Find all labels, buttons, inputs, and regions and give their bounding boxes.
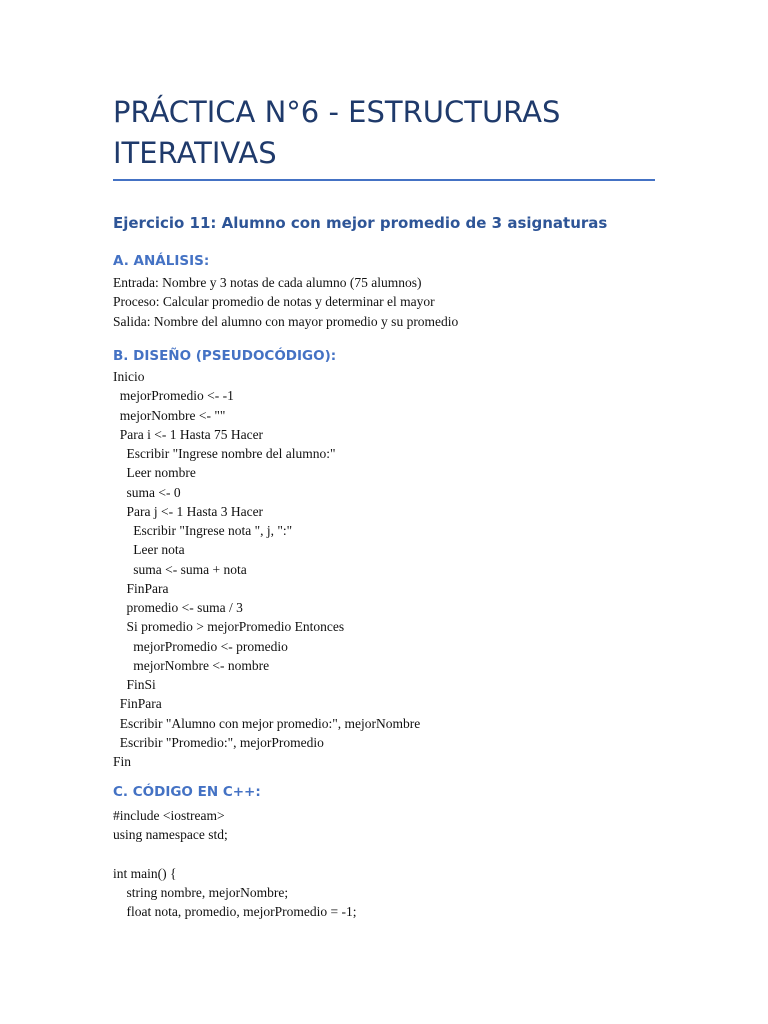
pseudocode-line: Escribir "Ingrese nombre del alumno:": [113, 446, 336, 461]
pseudocode-line: Si promedio > mejorPromedio Entonces: [113, 619, 345, 635]
analysis-heading: A. ANÁLISIS:: [113, 253, 210, 269]
code-line: #include <iostream>: [113, 808, 225, 823]
pseudocode-line: Escribir "Alumno con mejor promedio:", mejorNombre: [113, 715, 421, 731]
analysis-line: Entrada: Nombre y 3 notas de cada alumno (75 alumnos): [113, 275, 422, 290]
design-heading: B. DISEÑO (PSEUDOCÓDIGO):: [113, 348, 337, 364]
exercise-heading: Ejercicio 11: Alumno con mejor promedio de 3 asignaturas: [113, 214, 608, 232]
pseudocode-line: mejorPromedio <- promedio: [113, 638, 288, 654]
analysis-body: [113, 273, 458, 331]
code-line: string nombre, mejorNombre;: [113, 885, 289, 900]
analysis-line: Proceso: Calcular promedio de notas y determinar el mayor: [113, 294, 435, 310]
pseudocode-line: suma <- 0: [113, 484, 181, 500]
analysis-line: Salida: Nombre del alumno con mayor promedio y su promedio: [113, 313, 459, 329]
code-heading: C. CÓDIGO EN C++:: [113, 784, 261, 800]
code-line: using namespace std;: [113, 827, 228, 843]
pseudocode-line: Leer nombre: [113, 465, 196, 481]
pseudocode-line: mejorPromedio <- -1: [113, 388, 234, 404]
code-line: float nota, promedio, mejorPromedio = -1;: [113, 904, 357, 920]
pseudocode-line: Leer nota: [113, 542, 185, 558]
pseudocode-line: Escribir "Promedio:", mejorPromedio: [113, 734, 324, 750]
pseudocode-line: Fin: [113, 754, 132, 769]
pseudocode-line: Inicio: [113, 369, 145, 384]
pseudocode-line: FinPara: [113, 696, 162, 712]
pseudocode-line: mejorNombre <- nombre: [113, 657, 270, 673]
pseudocode-body: [113, 367, 420, 771]
title-underline: [113, 179, 655, 181]
pseudocode-line: Escribir "Ingrese nota ", j, ":": [113, 523, 293, 538]
pseudocode-line: FinPara: [113, 580, 169, 596]
pseudocode-line: Para i <- 1 Hasta 75 Hacer: [113, 426, 264, 442]
code-line: int main() {: [113, 865, 177, 881]
pseudocode-line: FinSi: [113, 677, 156, 692]
cpp-code-body: [113, 806, 356, 922]
code-line: [113, 845, 356, 864]
pseudocode-line: suma <- suma + nota: [113, 561, 247, 577]
pseudocode-line: promedio <- suma / 3: [113, 600, 243, 615]
pseudocode-line: Para j <- 1 Hasta 3 Hacer: [113, 503, 264, 519]
pseudocode-line: mejorNombre <- "": [113, 407, 226, 423]
document-title: PRÁCTICA N°6 - ESTRUCTURAS ITERATIVAS: [113, 95, 561, 170]
